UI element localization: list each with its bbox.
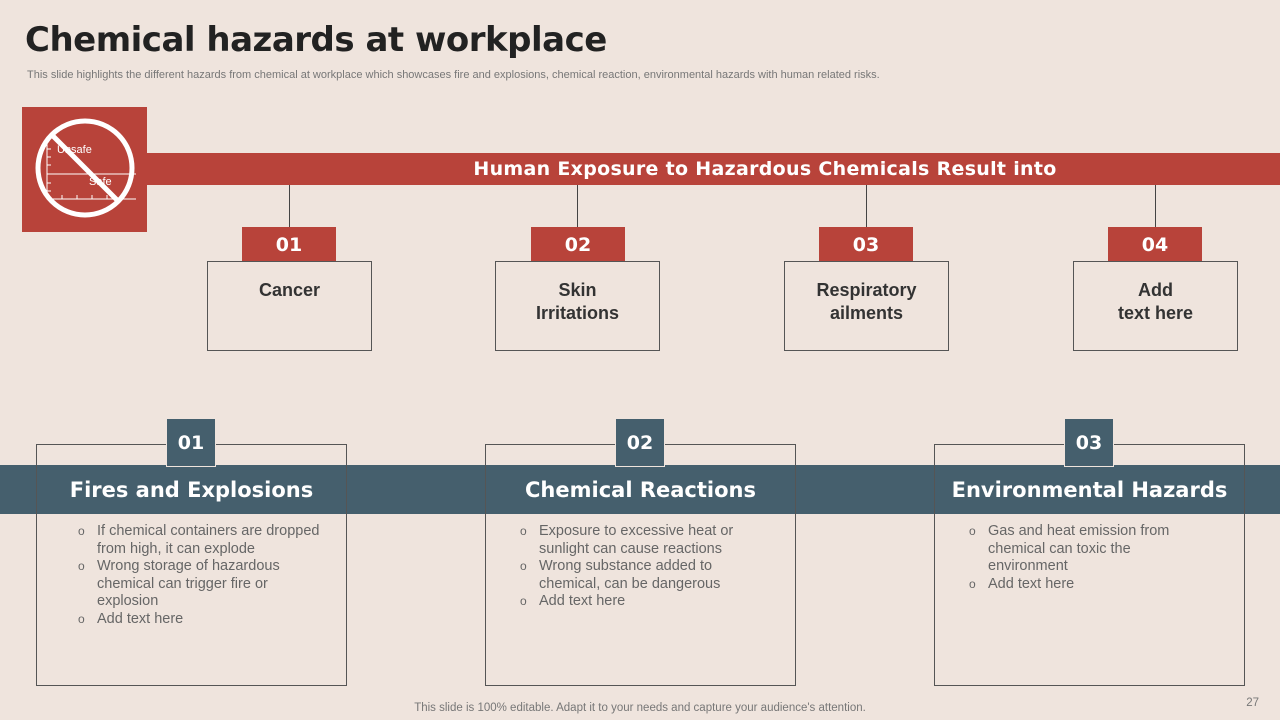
list-item: o Wrong storage of hazardous chemical can trigger fire or explosion (78, 558, 328, 611)
hazard-bullet-list (520, 523, 770, 611)
exposure-card-line2: ailments (829, 303, 903, 323)
list-item: o Gas and heat emission from chemical can toxic the environment (969, 523, 1189, 576)
exposure-header-bar (145, 153, 1280, 185)
exposure-card-line2: text here (1117, 303, 1194, 323)
hazard-icon-box (22, 107, 147, 232)
exposure-card (784, 261, 949, 351)
list-item: o Add text here (969, 576, 1189, 594)
list-item: o Wrong substance added to chemical, can be dangerous (520, 558, 770, 593)
connector-line (1155, 185, 1156, 227)
exposure-number-tab: 01 (242, 227, 336, 262)
exposure-card-line1: Add (1137, 280, 1173, 300)
list-item: o Add text here (520, 593, 770, 611)
slide-subtitle: This slide highlights the different hazards from chemical at workplace which showcases fire and explosions, chemical reaction, environmental hazards with human related risks. (27, 69, 880, 81)
page-number: 27 (1246, 697, 1259, 709)
hazard-title: Chemical Reactions (525, 477, 756, 502)
no-unsafe-gauge-icon (22, 107, 147, 232)
exposure-number-tab: 02 (531, 227, 625, 262)
slide-title: Chemical hazards at workplace (25, 20, 607, 60)
exposure-card (1073, 261, 1238, 351)
hazard-number-tab: 01 (166, 418, 216, 467)
connector-line (866, 185, 867, 227)
hazard-bullet-list (969, 523, 1189, 593)
exposure-header-text: Human Exposure to Hazardous Chemicals Result into (473, 158, 1057, 180)
list-item: o Add text here (78, 611, 328, 629)
exposure-card-line1: Skin (558, 280, 597, 300)
exposure-number-tab: 04 (1108, 227, 1202, 262)
slide-footer: This slide is 100% editable. Adapt it to your needs and capture your audience's attention. (414, 702, 866, 714)
connector-line (289, 185, 290, 227)
exposure-card-line1: Cancer (258, 280, 321, 300)
exposure-card-line1: Respiratory (816, 280, 917, 300)
hazard-bullet-list (78, 523, 328, 628)
icon-label-unsafe: Unsafe (57, 144, 92, 156)
exposure-card-line2: Irritations (535, 303, 619, 323)
icon-label-safe: Safe (89, 176, 112, 188)
hazard-number-tab: 03 (1064, 418, 1114, 467)
exposure-card (495, 261, 660, 351)
list-item: o Exposure to excessive heat or sunlight can cause reactions (520, 523, 770, 558)
exposure-card (207, 261, 372, 351)
hazard-title: Environmental Hazards (951, 477, 1228, 502)
connector-line (577, 185, 578, 227)
hazard-number-tab: 02 (615, 418, 665, 467)
list-item: o If chemical containers are dropped from high, it can explode (78, 523, 328, 558)
exposure-number-tab: 03 (819, 227, 913, 262)
hazard-title: Fires and Explosions (69, 477, 314, 502)
